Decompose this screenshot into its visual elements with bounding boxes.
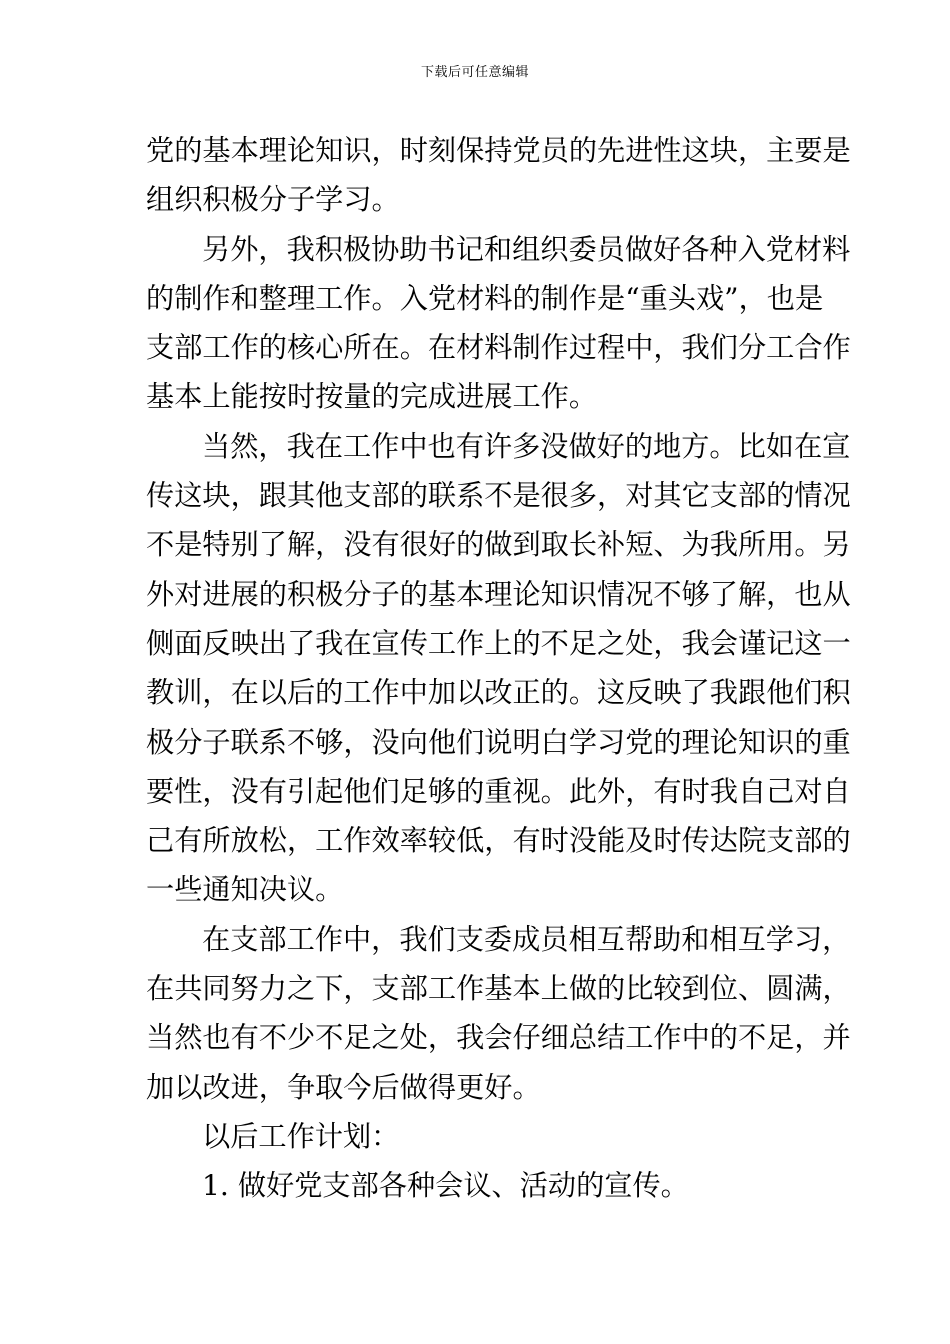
- paragraph-first-line: 当然，我在工作中也有许多没做好的地方。比如在宣: [202, 429, 851, 463]
- page-header-note: 下载后可任意编辑: [420, 65, 529, 80]
- text-line: 己有所放松，工作效率较低，有时没能及时传达院支部的: [146, 824, 851, 858]
- text-line: 要性，没有引起他们足够的重视。此外，有时我自己对自: [146, 774, 851, 808]
- text-line: 在共同努力之下，支部工作基本上做的比较到位、圆满，: [146, 972, 851, 1006]
- text-line: 支部工作的核心所在。在材料制作过程中，我们分工合作: [146, 331, 851, 365]
- text-line: 外对进展的积极分子的基本理论知识情况不够了解，也从: [146, 577, 851, 611]
- paragraph-first-line: 在支部工作中，我们支委成员相互帮助和相互学习，: [202, 922, 851, 956]
- text-line: 的制作和整理工作。入党材料的制作是“重头戏”，也是: [146, 281, 824, 315]
- text-line: 传这块，跟其他支部的联系不是很多，对其它支部的情况: [146, 479, 851, 513]
- document-body: [146, 126, 851, 1211]
- text-line: 教训，在以后的工作中加以改正的。这反映了我跟他们积: [146, 676, 851, 710]
- text-line: 组织积极分子学习。: [146, 183, 400, 217]
- paragraph-first-line: 另外，我积极协助书记和组织委员做好各种入党材料: [202, 232, 851, 266]
- text-line: 基本上能按时按量的完成进展工作。: [146, 380, 598, 414]
- text-line: 党的基本理论知识，时刻保持党员的先进性这块，主要是: [146, 134, 851, 167]
- text-line: 极分子联系不够，没向他们说明白学习党的理论知识的重: [146, 725, 851, 759]
- section-heading: 以后工作计划：: [202, 1119, 400, 1153]
- text-line: 不是特别了解，没有很好的做到取长补短、为我所用。另: [146, 528, 851, 562]
- text-line: 一些通知决议。: [146, 873, 344, 907]
- list-item: 1. 做好党支部各种会议、活动的宣传。: [202, 1169, 689, 1203]
- text-line: 加以改进，争取今后做得更好。: [146, 1070, 541, 1104]
- text-line: 当然也有不少不足之处，我会仔细总结工作中的不足，并: [146, 1021, 851, 1055]
- text-line: 侧面反映出了我在宣传工作上的不足之处，我会谨记这一: [146, 626, 851, 660]
